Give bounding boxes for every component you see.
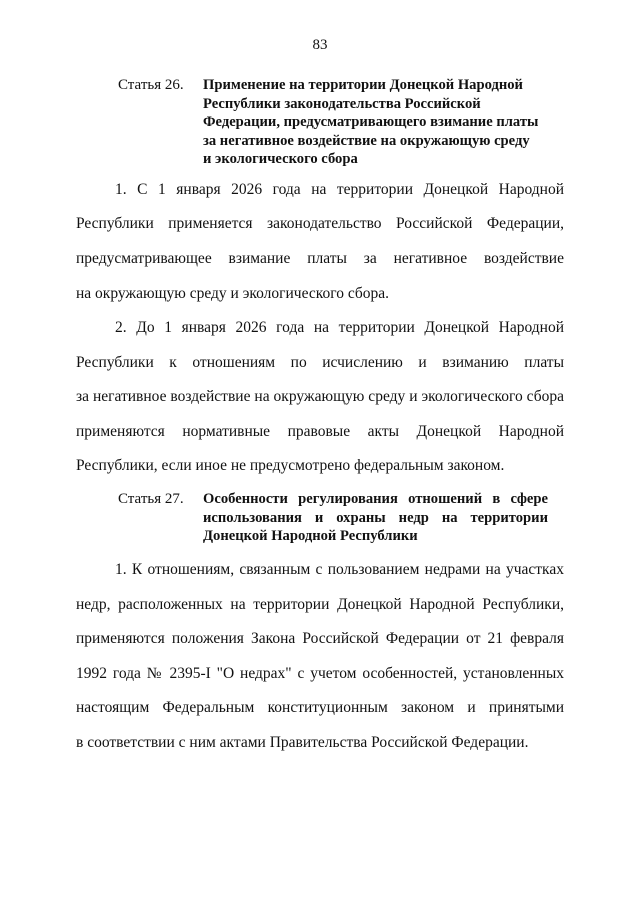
article-27-p1-line: 1. К отношениям, связанным с пользованием недрами на участках bbox=[115, 561, 564, 578]
article-26-p1-line: предусматривающее взимание платы за негативное воздействие bbox=[76, 250, 564, 267]
article-26-p1-line: Республики применяется законодательство Российской Федерации, bbox=[76, 215, 564, 232]
article-26-p2-line: применяются нормативные правовые акты Донецкой Народной bbox=[76, 423, 564, 440]
article-26-p2-line: Республики, если иное не предусмотрено федеральным законом. bbox=[76, 457, 505, 474]
article-26-p1-line: 1. С 1 января 2026 года на территории Донецкой Народной bbox=[115, 181, 564, 198]
article-27-label: Статья 27. bbox=[118, 491, 184, 507]
article-27-title-line: использования и охраны недр на территории bbox=[203, 509, 548, 526]
article-27-title-line: Донецкой Народной Республики bbox=[203, 528, 418, 544]
article-27-p1-line: в соответствии с ним актами Правительства Российской Федерации. bbox=[76, 734, 529, 751]
article-26-title-line: за негативное воздействие на окружающую среду bbox=[203, 132, 530, 149]
article-27-p1-line: применяются положения Закона Российской Федерации от 21 февраля bbox=[76, 630, 564, 647]
article-26-title-line: Республики законодательства Российской bbox=[203, 95, 481, 112]
article-26-title bbox=[203, 76, 548, 169]
article-26-title-line: Применение на территории Донецкой Народной bbox=[203, 77, 523, 93]
article-27-p1-line: настоящим Федеральным конституционным законом и принятыми bbox=[76, 699, 564, 716]
article-26-p1-line: на окружающую среду и экологического сбора. bbox=[76, 285, 390, 302]
article-26-p2-line: 2. До 1 января 2026 года на территории Донецкой Народной bbox=[115, 319, 564, 336]
article-26-title-line: и экологического сбора bbox=[203, 151, 358, 167]
article-26-p2-line: Республики к отношениям по исчислению и взиманию платы bbox=[76, 354, 564, 371]
article-27-title-line: Особенности регулирования отношений в сфере bbox=[203, 491, 548, 507]
article-26-title-line: Федерации, предусматривающего взимание платы bbox=[203, 114, 539, 130]
article-27-p1-line: недр, расположенных на территории Донецкой Народной Республики, bbox=[76, 596, 564, 613]
article-26-label: Статья 26. bbox=[118, 77, 184, 93]
article-26-p2-line: за негативное воздействие на окружающую среду и экологического сбора bbox=[76, 388, 564, 405]
article-27-title bbox=[203, 490, 548, 546]
page-number: 83 bbox=[312, 37, 328, 53]
article-27-p1-line: 1992 года № 2395-I "О недрах" с учетом особенностей, установленных bbox=[76, 665, 564, 682]
